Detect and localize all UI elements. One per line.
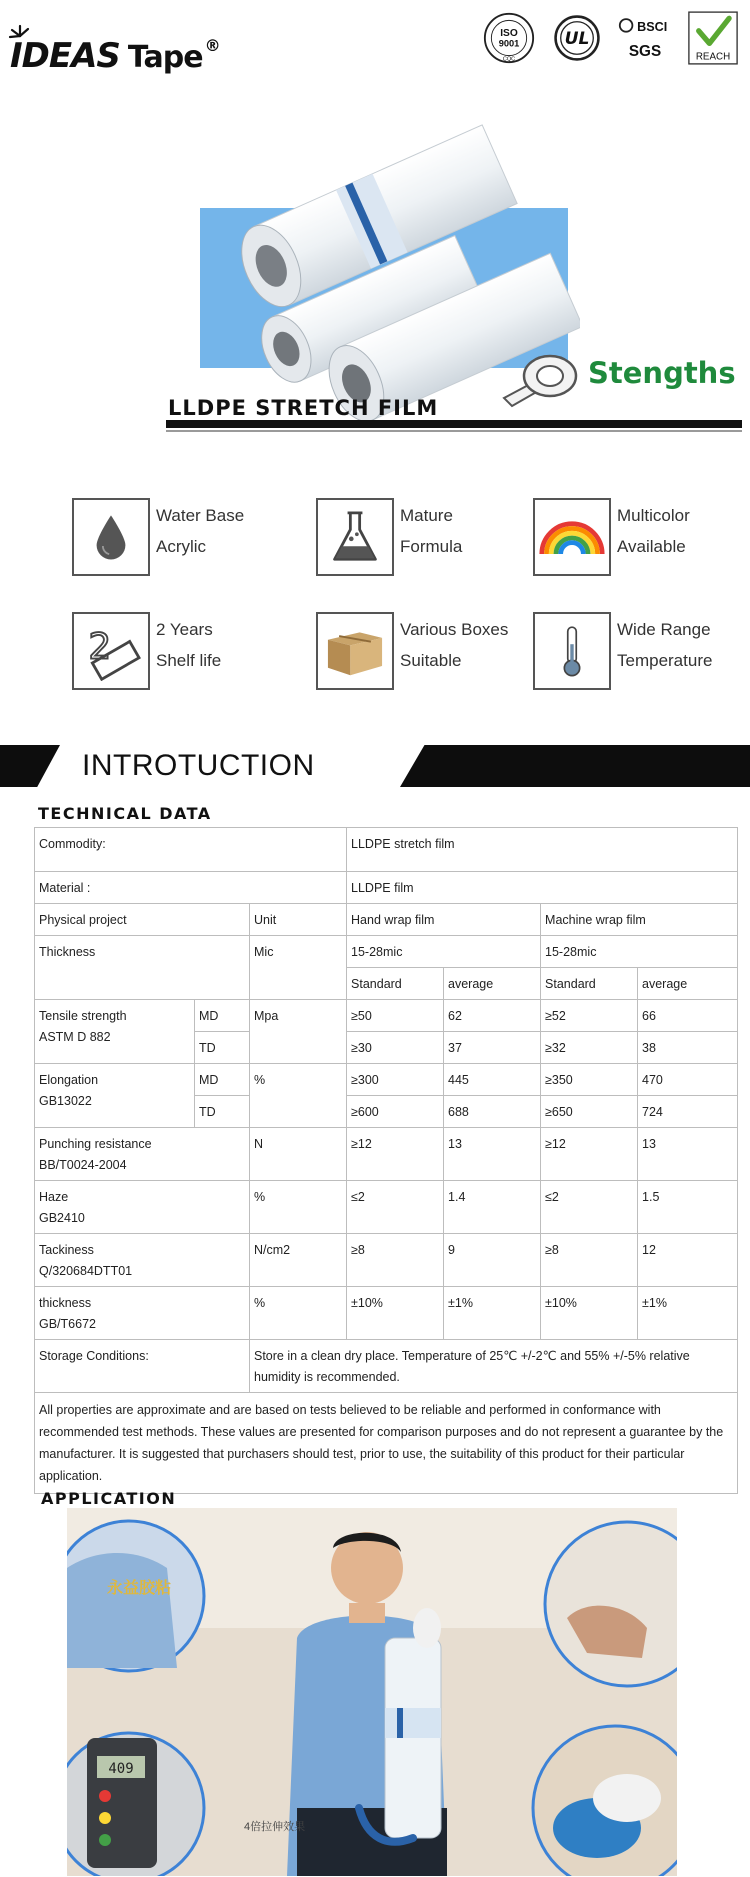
- feature-line-2: Suitable: [400, 651, 462, 670]
- svg-text:ISO: ISO: [500, 28, 518, 40]
- table-cell: ≥12: [541, 1128, 638, 1181]
- thickness-label: Thickness: [35, 936, 250, 1000]
- feature-water-base: [72, 498, 302, 578]
- svg-text:BSCI: BSCI: [637, 19, 668, 34]
- storage-label: Storage Conditions:: [35, 1340, 250, 1393]
- feature-mature-formula: [316, 498, 546, 578]
- storage-value: Store in a clean dry place. Temperature of 25℃ +/-2℃ and 55% +/-5% relative humidity is recommended.: [250, 1340, 738, 1393]
- feature-text: [400, 500, 462, 562]
- gauge-reading: 409: [108, 1761, 134, 1777]
- feature-line-1: Multicolor: [617, 506, 690, 525]
- reach-badge: [684, 8, 742, 68]
- elongation-md: MD: [195, 1064, 250, 1096]
- certification-badges: [480, 8, 742, 68]
- header-hand-wrap: Hand wrap film: [347, 904, 541, 936]
- reach-icon: [688, 10, 738, 66]
- material-value: LLDPE film: [347, 872, 738, 904]
- table-cell: ≤2: [541, 1181, 638, 1234]
- table-cell: ≥32: [541, 1032, 638, 1064]
- iso-9001-icon: [483, 12, 535, 64]
- feature-various-boxes: [316, 612, 546, 692]
- flask-icon: [316, 498, 394, 576]
- bsci-sgs-icon: [618, 12, 672, 64]
- brand-suffix: Tape: [127, 40, 203, 75]
- box-icon: [316, 612, 394, 690]
- table-cell: ≥650: [541, 1096, 638, 1128]
- svg-text:9001: 9001: [498, 38, 520, 49]
- tape-roll-icon: [500, 348, 580, 408]
- table-cell: ≥8: [541, 1234, 638, 1287]
- table-cell: ≥350: [541, 1064, 638, 1096]
- feature-text: [156, 500, 244, 562]
- haze-label-line2: GB2410: [39, 1211, 85, 1225]
- elongation-label-line2: GB13022: [39, 1094, 92, 1108]
- table-cell: ≥30: [347, 1032, 444, 1064]
- table-row: [35, 1064, 738, 1096]
- header-unit: Unit: [250, 904, 347, 936]
- technical-data-table: [34, 827, 738, 1494]
- table-cell: 9: [444, 1234, 541, 1287]
- water-drop-icon: [72, 498, 150, 576]
- banner-right-shape: [400, 745, 750, 787]
- thickness-tol-line2: GB/T6672: [39, 1317, 96, 1331]
- thermometer-icon: [533, 612, 611, 690]
- elongation-unit: %: [250, 1064, 347, 1128]
- svg-text:UL: UL: [564, 29, 590, 49]
- table-row: [35, 1181, 738, 1234]
- punching-unit: N: [250, 1128, 347, 1181]
- table-row: [35, 1000, 738, 1032]
- feature-multicolor: [533, 498, 750, 578]
- feature-line-1: Mature: [400, 506, 453, 525]
- feature-line-1: Wide Range: [617, 620, 711, 639]
- table-cell: 13: [444, 1128, 541, 1181]
- table-row: [35, 828, 738, 872]
- table-row: [35, 936, 738, 968]
- material-label: Material :: [35, 872, 347, 904]
- commodity-label: Commodity:: [35, 828, 347, 872]
- table-row: [35, 1340, 738, 1393]
- tensile-md: MD: [195, 1000, 250, 1032]
- tensile-label: [35, 1000, 195, 1064]
- thickness-machine: 15-28mic: [541, 936, 738, 968]
- iso-9001-badge: [480, 8, 538, 68]
- punching-label-line1: Punching resistance: [39, 1137, 152, 1151]
- feature-line-2: Temperature: [617, 651, 713, 670]
- disclaimer-note: All properties are approximate and are based on tests believed to be reliable and performed in conformance with recommended test methods. These values are presented for comparison purposes and do not represent a guarantee by the manufacturer. It is suggested that purchasers should test, prior to use, the suitability of this product for their particular application.: [35, 1393, 738, 1494]
- table-cell: 724: [638, 1096, 738, 1128]
- table-cell: 13: [638, 1128, 738, 1181]
- standard-header: Standard: [347, 968, 444, 1000]
- table-cell: 470: [638, 1064, 738, 1096]
- svg-text:永益胶粘: 永益胶粘: [107, 1578, 172, 1597]
- punching-label-line2: BB/T0024-2004: [39, 1158, 127, 1172]
- table-cell: ±1%: [444, 1287, 541, 1340]
- tackiness-label: [35, 1234, 250, 1287]
- tensile-label-line2: ASTM D 882: [39, 1030, 111, 1044]
- table-cell: 688: [444, 1096, 541, 1128]
- header-machine-wrap: Machine wrap film: [541, 904, 738, 936]
- table-cell: 445: [444, 1064, 541, 1096]
- feature-line-1: Water Base: [156, 506, 245, 525]
- header-physical-project: Physical project: [35, 904, 250, 936]
- elongation-td: TD: [195, 1096, 250, 1128]
- application-title: APPLICATION: [41, 1489, 177, 1508]
- brand-logo[interactable]: [6, 14, 266, 74]
- haze-label: [35, 1181, 250, 1234]
- thickness-tolerance-label: [35, 1287, 250, 1340]
- table-cell: ≤2: [347, 1181, 444, 1234]
- bsci-sgs-badge: [616, 8, 674, 68]
- table-cell: ±10%: [347, 1287, 444, 1340]
- table-cell: ≥8: [347, 1234, 444, 1287]
- table-cell: 1.4: [444, 1181, 541, 1234]
- technical-data-title: TECHNICAL DATA: [38, 804, 212, 823]
- svg-text:2: 2: [88, 626, 112, 668]
- commodity-value: LLDPE stretch film: [347, 828, 738, 872]
- punching-label: [35, 1128, 250, 1181]
- ul-badge: [548, 8, 606, 68]
- table-cell: ≥600: [347, 1096, 444, 1128]
- thickness-tolerance-unit: %: [250, 1287, 347, 1340]
- product-title: LLDPE STRETCH FILM: [168, 396, 439, 420]
- feature-text: [617, 614, 712, 676]
- registered-mark: ®: [204, 36, 220, 55]
- thickness-unit: Mic: [250, 936, 347, 1000]
- elongation-label-line1: Elongation: [39, 1073, 99, 1087]
- table-row: [35, 1234, 738, 1287]
- feature-line-2: Shelf life: [156, 651, 222, 670]
- feature-text: [400, 614, 508, 676]
- banner-left-shape: [0, 745, 60, 787]
- table-cell: ≥52: [541, 1000, 638, 1032]
- haze-label-line1: Haze: [39, 1190, 69, 1204]
- page-header: [0, 0, 750, 80]
- tensile-td: TD: [195, 1032, 250, 1064]
- haze-unit: %: [250, 1181, 347, 1234]
- table-row: [35, 1128, 738, 1181]
- average-header: average: [444, 968, 541, 1000]
- two-years-icon: [72, 612, 150, 690]
- svg-text:REACH: REACH: [695, 51, 731, 63]
- application-photo: [67, 1508, 677, 1876]
- table-cell: ±1%: [638, 1287, 738, 1340]
- feature-shelf-life: [72, 612, 302, 692]
- table-row: [35, 904, 738, 936]
- introduction-banner: [0, 745, 750, 787]
- feature-line-2: Available: [617, 537, 686, 556]
- tackiness-label-line1: Tackiness: [39, 1243, 94, 1257]
- rainbow-icon: [533, 498, 611, 576]
- tackiness-unit: N/cm2: [250, 1234, 347, 1287]
- table-cell: 37: [444, 1032, 541, 1064]
- feature-line-1: 2 Years: [156, 620, 213, 639]
- table-cell: 38: [638, 1032, 738, 1064]
- standard-header: Standard: [541, 968, 638, 1000]
- brand-name: IDEAS: [10, 36, 120, 76]
- table-cell: ±10%: [541, 1287, 638, 1340]
- title-underline: [166, 420, 742, 428]
- title-underline-shadow: [166, 430, 742, 432]
- table-cell: 1.5: [638, 1181, 738, 1234]
- thickness-tol-line1: thickness: [39, 1296, 92, 1310]
- tensile-label-line1: Tensile strength: [39, 1009, 127, 1023]
- svg-text:SGS: SGS: [628, 43, 662, 60]
- ul-icon: [553, 14, 601, 62]
- strengths-label: Stengths: [588, 356, 736, 390]
- stretch-effect-caption: 4倍拉伸效果: [244, 1821, 306, 1833]
- table-row: [35, 1393, 738, 1494]
- table-cell: ≥12: [347, 1128, 444, 1181]
- table-cell: 66: [638, 1000, 738, 1032]
- feature-line-1: Various Boxes: [400, 620, 509, 639]
- table-cell: 12: [638, 1234, 738, 1287]
- feature-line-2: Acrylic: [156, 537, 207, 556]
- brand-wordmark: [10, 36, 220, 76]
- introduction-title: INTROTUCTION: [82, 749, 315, 782]
- feature-text: [617, 500, 690, 562]
- tackiness-label-line2: Q/320684DTT01: [39, 1264, 133, 1278]
- tensile-unit: Mpa: [250, 1000, 347, 1064]
- table-cell: ≥50: [347, 1000, 444, 1032]
- table-row: [35, 872, 738, 904]
- svg-text:CQC: CQC: [502, 56, 516, 63]
- average-header: average: [638, 968, 738, 1000]
- table-cell: 62: [444, 1000, 541, 1032]
- feature-line-2: Formula: [400, 537, 463, 556]
- feature-wide-temperature: [533, 612, 750, 692]
- table-cell: ≥300: [347, 1064, 444, 1096]
- thickness-hand: 15-28mic: [347, 936, 541, 968]
- feature-text: [156, 614, 221, 676]
- elongation-label: [35, 1064, 195, 1128]
- table-row: [35, 1287, 738, 1340]
